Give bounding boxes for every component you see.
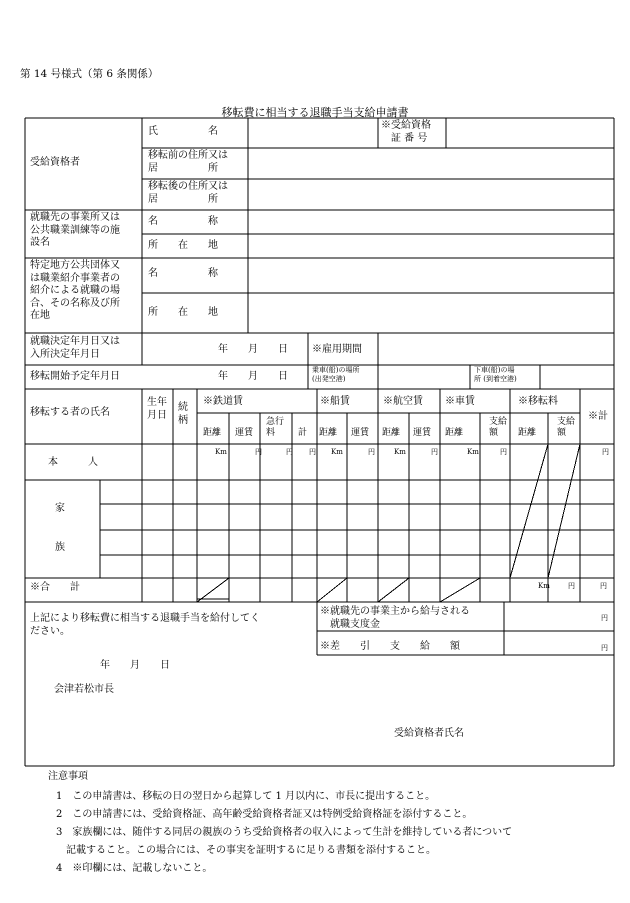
cert-number-field[interactable] [447, 119, 612, 149]
move-distance-header: 距離 [518, 428, 537, 438]
car-fare-header: ※車賃 [445, 396, 475, 407]
rail-distance-header: 距離 [203, 428, 222, 438]
total-header: ※計 [588, 411, 608, 422]
ship-distance-header: 距離 [319, 428, 338, 438]
ship-fare-subheader: 運賃 [351, 428, 370, 438]
dob-header: 生年 月日 [147, 397, 167, 421]
note-item: 3 家族欄には、随伴する同居の親族のうち受給資格者の収入によって生計を維持している者について [56, 827, 513, 838]
referral-location-field[interactable] [250, 294, 612, 332]
new-address-label: 移転後の住所又は 居 所 [148, 181, 228, 205]
request-text: 上記により移転費に相当する退職手当を給付してく ださい。 [30, 613, 260, 637]
employment-period-field[interactable] [380, 334, 612, 364]
workplace-name-field[interactable] [250, 211, 612, 233]
relation-header: 続 柄 [178, 402, 188, 426]
unit-yen: 円 [286, 448, 293, 456]
unit-km: Km [467, 448, 479, 456]
car-allowance-header: 支給 額 [489, 417, 508, 439]
unit-km: Km [538, 582, 550, 590]
sum-row-label: ※合 計 [30, 582, 80, 593]
referral-name-label: 名 称 [148, 268, 218, 279]
boarding-place-label: 乗車(船)の場所 (出発空港) [312, 366, 360, 383]
form-number: 第 14 号様式（第 6 条関係） [20, 68, 159, 80]
note-item: 記載すること。この場合には、その事実を証明するに足りる書類を添付すること。 [56, 845, 436, 856]
employment-date-value[interactable]: 年 月 日 [218, 344, 288, 355]
request-date[interactable]: 年 月 日 [100, 660, 170, 671]
note-item: 2 この申請書には、受給資格証、高年齢受給資格者証又は特例受給資格証を添付すること。 [56, 809, 473, 820]
move-date-value[interactable]: 年 月 日 [218, 371, 288, 382]
form-title: 移転費に相当する退職手当支給申請書 [221, 106, 409, 119]
note-item: 1 この申請書は、移転の日の翌日から起算して 1 月以内に、市長に提出すること。 [56, 791, 436, 802]
boarding-place-field[interactable] [380, 365, 468, 389]
unit-yen: 円 [368, 448, 375, 456]
self-row-label: 本 人 [48, 457, 98, 468]
mover-name-header: 移転する者の氏名 [30, 407, 110, 418]
cert-number-label: ※受給資格 証 番 号 [381, 120, 431, 144]
recipient-name: 会津若松市長 [54, 684, 114, 695]
referral-name-field[interactable] [250, 259, 612, 293]
workplace-label: 就職先の事業所又は 公共職業訓練等の施 設名 [30, 212, 120, 248]
move-date-label: 移転開始予定年月日 [30, 371, 120, 382]
unit-km: Km [331, 448, 343, 456]
air-fare-subheader: 運賃 [413, 428, 432, 438]
referral-label: 特定地方公共団体又 は職業紹介事業者の 紹介による就職の場 合、その名称及び所 在地 [30, 260, 120, 321]
difference-label: ※差 引 支 給 額 [320, 641, 460, 652]
notes-heading: 注意事項 [48, 771, 88, 782]
family-label-1: 家 [55, 503, 65, 514]
grid-line [548, 444, 580, 578]
ship-fare-header: ※船賃 [320, 396, 350, 407]
prev-address-field[interactable] [250, 149, 612, 179]
rail-fare-header: ※鉄道賃 [203, 396, 243, 407]
note-item: 4 ※印欄には、記載しないこと。 [56, 863, 213, 874]
move-fee-header: ※移転料 [518, 396, 558, 407]
new-address-field[interactable] [250, 180, 612, 210]
applicant-signature-label: 受給資格者氏名 [394, 728, 464, 739]
name-label: 氏 名 [148, 126, 218, 137]
rail-express-header: 急行 料 [266, 417, 285, 439]
unit-yen: 円 [568, 582, 575, 590]
grid-line [197, 578, 229, 602]
unit-yen: 円 [309, 448, 316, 456]
referral-location-label: 所 在 地 [148, 307, 218, 318]
signature-field[interactable] [476, 722, 610, 744]
unit-yen: 円 [600, 582, 607, 590]
workplace-location-field[interactable] [250, 235, 612, 257]
unit-yen: 円 [431, 448, 438, 456]
rail-fare-subheader: 運賃 [235, 428, 254, 438]
unit-yen: 円 [601, 614, 608, 622]
family-label-2: 族 [55, 542, 65, 553]
name-field[interactable] [250, 119, 378, 141]
car-distance-header: 距離 [445, 428, 464, 438]
workplace-location-label: 所 在 地 [148, 240, 218, 251]
grid-line [378, 578, 409, 602]
applicant-label: 受給資格者 [30, 157, 80, 168]
alighting-place-field[interactable] [542, 365, 612, 389]
unit-km: Km [215, 448, 227, 456]
employment-period-label: ※雇用期間 [312, 344, 362, 355]
prev-address-label: 移転前の住所又は 居 所 [148, 150, 228, 174]
employment-date-label: 就職決定年月日又は 入所決定年月日 [30, 336, 120, 360]
unit-yen: 円 [255, 448, 262, 456]
unit-yen: 円 [601, 644, 608, 652]
unit-yen: 円 [500, 448, 507, 456]
alighting-place-label: 下車(船)の場 所 (到着空港) [474, 366, 517, 383]
grid-line [510, 444, 548, 578]
unit-km: Km [394, 448, 406, 456]
air-distance-header: 距離 [382, 428, 401, 438]
move-allowance-header: 支給 額 [557, 417, 576, 439]
unit-yen: 円 [602, 448, 609, 456]
employer-allowance-label: ※就職先の事業主から給与される 就職支度金 [320, 606, 470, 630]
air-fare-header: ※航空賃 [383, 396, 423, 407]
workplace-name-label: 名 称 [148, 216, 218, 227]
grid-line [440, 578, 480, 602]
rail-subtotal-header: 計 [298, 428, 308, 438]
grid-line [317, 578, 347, 602]
